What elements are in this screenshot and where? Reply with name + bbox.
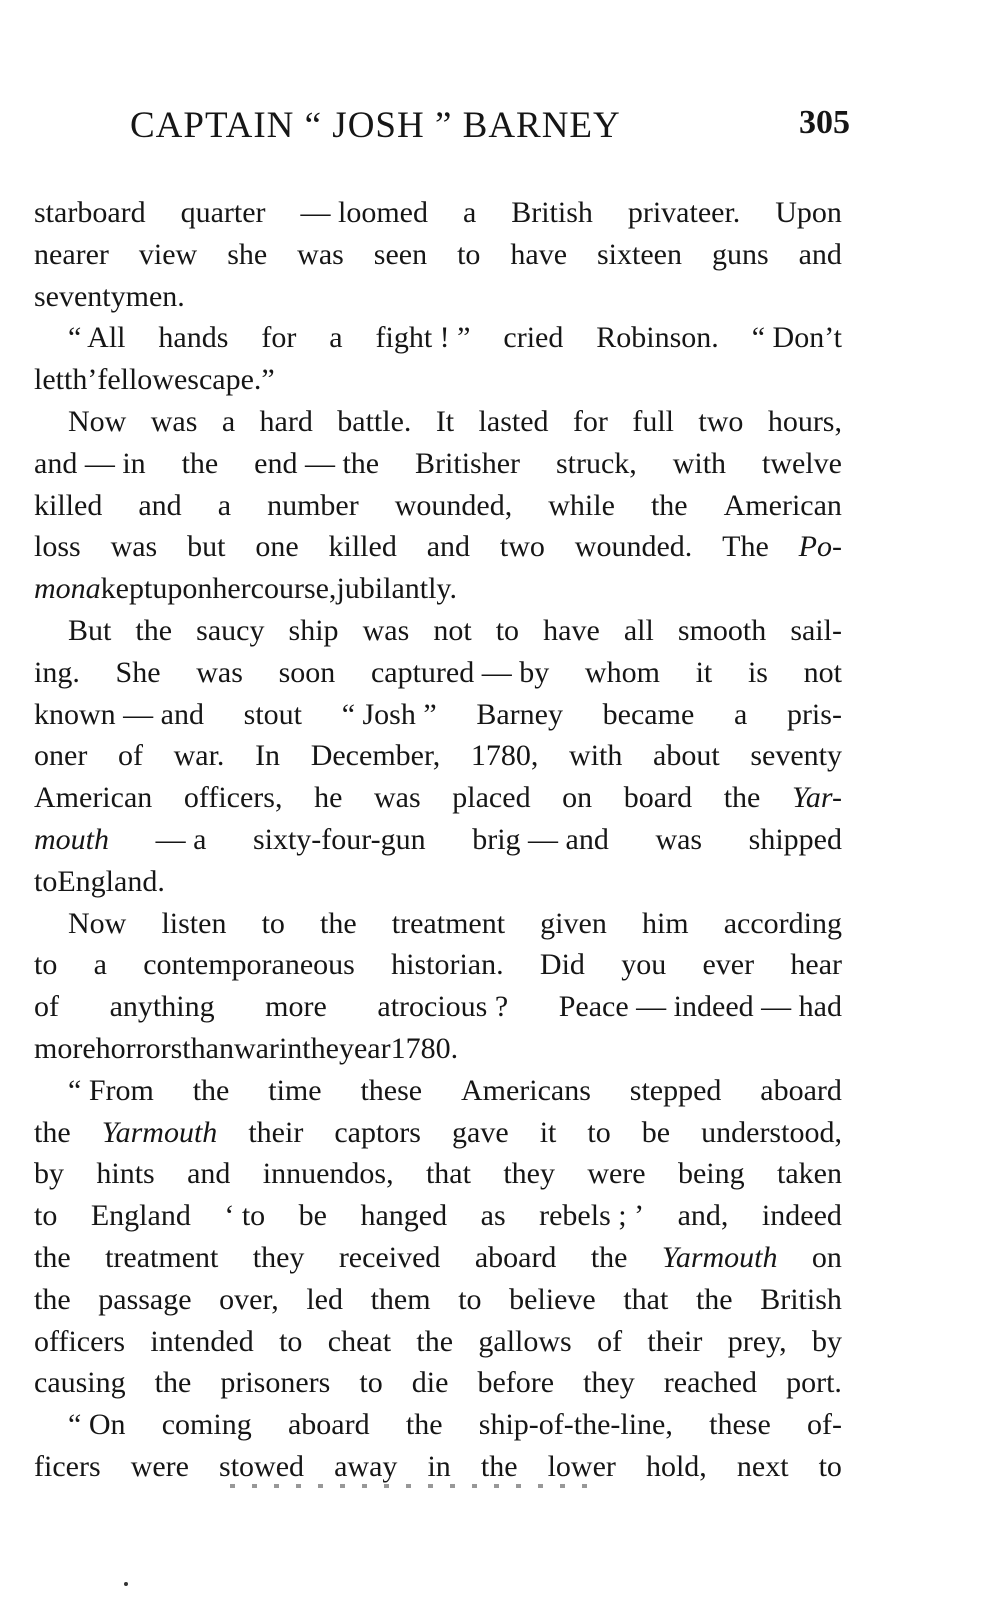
word: nearer [34, 237, 109, 271]
word: She [115, 655, 161, 689]
text-line [34, 443, 842, 485]
word: by [34, 1157, 64, 1191]
word: war [233, 1031, 279, 1065]
word: before [477, 1366, 555, 1400]
word: the [590, 1240, 628, 1274]
word: fight ! ” [375, 321, 471, 355]
word: stout [243, 697, 303, 731]
word: the [154, 1366, 192, 1400]
word: ever [702, 948, 755, 982]
word: die [411, 1366, 449, 1400]
word: the [135, 613, 173, 647]
word: privateer. [627, 196, 741, 229]
word: she [227, 237, 268, 271]
word: and [798, 237, 842, 271]
word: December, [310, 739, 441, 773]
word: and [426, 530, 471, 564]
word: jubilantly. [336, 572, 457, 606]
word: seventy [34, 279, 126, 313]
word: received [338, 1240, 441, 1274]
text-line [34, 1404, 842, 1446]
word: them [370, 1282, 431, 1316]
word: to [34, 1199, 58, 1233]
word: hanged [360, 1199, 448, 1233]
word: you [621, 948, 667, 982]
word: and [138, 488, 182, 522]
text-line [34, 1195, 842, 1237]
word: became [602, 697, 695, 731]
word: on [562, 781, 593, 815]
word: was [374, 781, 421, 815]
text-line [34, 1237, 842, 1279]
word: have [543, 613, 600, 647]
word: reached [663, 1366, 758, 1400]
word: to [458, 1282, 482, 1316]
word: year [338, 1031, 391, 1065]
word: hold, [645, 1449, 707, 1483]
word: horrors [95, 1031, 183, 1065]
word: not [433, 613, 472, 647]
word: the [181, 446, 219, 480]
word: while [548, 488, 615, 522]
word: Barney [476, 697, 563, 731]
word: by [811, 1324, 842, 1358]
word: the [192, 1073, 230, 1107]
word: innuendos, [262, 1157, 394, 1191]
word: the [650, 488, 688, 522]
word: for [261, 321, 297, 355]
text-line [34, 192, 842, 234]
word: end — the [254, 446, 380, 480]
text-line [34, 986, 842, 1028]
word: fellow [97, 363, 174, 397]
word: these [709, 1408, 771, 1442]
word: let [34, 363, 64, 397]
text-line [34, 944, 842, 986]
word: her [212, 572, 251, 606]
word: to [261, 906, 285, 940]
word: known — and [34, 697, 204, 731]
word: hints [96, 1157, 155, 1191]
word: the [34, 1282, 71, 1316]
word: more [34, 1031, 96, 1065]
word: oner [34, 739, 88, 773]
word: and — in [34, 446, 146, 480]
word: hours, [767, 404, 842, 438]
word: shipped [748, 822, 842, 856]
word: aboard [474, 1240, 557, 1274]
text-line [34, 819, 842, 861]
word: whom [584, 655, 660, 689]
word: to [818, 1449, 842, 1483]
word: — loomed [300, 196, 428, 229]
word: two [698, 404, 744, 438]
word: cheat [327, 1324, 392, 1358]
text-line [34, 1446, 842, 1488]
word: th’ [64, 363, 98, 397]
text-line [34, 694, 842, 736]
word: a [93, 948, 107, 982]
word: one [255, 530, 299, 564]
word: and [187, 1157, 231, 1191]
word: port. [786, 1366, 842, 1400]
text-line [34, 276, 842, 318]
word: that [425, 1157, 471, 1191]
word: England [90, 1199, 191, 1233]
word: Americans [460, 1073, 591, 1107]
word: given [540, 906, 607, 940]
word: of [117, 739, 143, 773]
word: aboard [287, 1408, 370, 1442]
word: have [510, 237, 568, 271]
word: a [329, 321, 343, 355]
word: it [539, 1115, 557, 1149]
scan-speck [124, 1582, 128, 1586]
word: number [267, 488, 359, 522]
word: being [677, 1157, 745, 1191]
word: aboard [760, 1073, 842, 1107]
word: all [623, 613, 654, 647]
word: Upon [775, 196, 842, 229]
word: smooth [677, 613, 767, 647]
scan-artifact-dots [230, 1484, 590, 1488]
word: hard [259, 404, 313, 438]
word: officers [34, 1324, 126, 1358]
word: war. [173, 739, 225, 773]
word: historian. [391, 948, 504, 982]
word: but [187, 530, 226, 564]
italic-word: mona [34, 572, 101, 606]
word: “ Don’t [751, 321, 842, 355]
word: a [733, 697, 748, 731]
word: gallows [478, 1324, 572, 1358]
word: two [499, 530, 545, 564]
word: the [34, 1240, 71, 1274]
word: atrocious ? [377, 990, 509, 1024]
word: the [320, 906, 357, 940]
text-line [34, 1153, 842, 1195]
body-text [34, 192, 842, 1488]
text-line [34, 1321, 842, 1363]
word: was [150, 404, 198, 438]
word: led [306, 1282, 343, 1316]
word: was [362, 613, 410, 647]
word: were [130, 1449, 189, 1483]
word: than [182, 1031, 234, 1065]
word: England. [57, 864, 165, 898]
word: twelve [761, 446, 842, 480]
word: to [34, 864, 58, 898]
word: ficers [34, 1449, 101, 1483]
text-line [34, 610, 842, 652]
word: as [480, 1199, 506, 1233]
word: be [298, 1199, 327, 1233]
word: kept [100, 572, 153, 606]
word: upon [152, 572, 213, 606]
word: ing. [34, 655, 80, 689]
word: loss [34, 530, 81, 564]
word: lasted [478, 404, 549, 438]
word: ‘ to [224, 1199, 266, 1233]
word: for [572, 404, 608, 438]
word: saucy [196, 613, 265, 647]
word: on [811, 1240, 842, 1274]
word: captured — by [370, 655, 550, 689]
text-line [34, 568, 842, 610]
word: starboard [34, 196, 146, 229]
word: to [587, 1115, 611, 1149]
word: was [196, 655, 243, 689]
word: rebels ; ’ [539, 1199, 645, 1233]
word: sail- [790, 613, 842, 647]
word: a [462, 196, 477, 229]
word: wounded. [574, 530, 693, 564]
word: 1780. [390, 1031, 459, 1065]
word: “ On [68, 1408, 126, 1442]
word: It [435, 404, 455, 438]
word: Did [539, 948, 585, 982]
word: was [655, 822, 703, 856]
word: The [722, 530, 769, 564]
word: passage [98, 1282, 192, 1316]
word: to [359, 1366, 383, 1400]
word: struck, [555, 446, 637, 480]
word: prey, [727, 1324, 787, 1358]
text-line [34, 1070, 842, 1112]
word: that [623, 1282, 669, 1316]
word: time [268, 1073, 322, 1107]
word: Now [68, 906, 127, 940]
word: men. [125, 279, 185, 313]
italic-word: Yarmouth [101, 1115, 218, 1149]
text-line [34, 861, 842, 903]
word: placed [452, 781, 531, 815]
word: anything [109, 990, 215, 1024]
word: British [760, 1282, 842, 1316]
word: But [68, 613, 112, 647]
word: seventy [750, 739, 842, 773]
word: they [583, 1366, 635, 1400]
word: Now [68, 404, 127, 438]
word: — a [155, 822, 207, 856]
text-line [34, 359, 842, 401]
text-line [34, 1279, 842, 1321]
word: in [278, 1031, 303, 1065]
word: according [723, 906, 842, 940]
page-number: 305 [799, 104, 850, 141]
word: understood, [701, 1115, 842, 1149]
word: a [217, 488, 232, 522]
word: it [695, 655, 713, 689]
word: a [221, 404, 236, 438]
word: Britisher [415, 446, 521, 480]
word: cried [503, 321, 564, 355]
word: full [632, 404, 674, 438]
italic-word: Yarmouth [661, 1240, 778, 1274]
word: 1780, [470, 739, 539, 773]
word: in [427, 1449, 451, 1483]
word: not [803, 655, 842, 689]
word: was [297, 237, 344, 271]
word: was [110, 530, 158, 564]
word: gave [452, 1115, 509, 1149]
word: American [34, 781, 153, 815]
word: to [34, 948, 58, 982]
word: believe [509, 1282, 596, 1316]
word: about [653, 739, 720, 773]
word: soon [278, 655, 336, 689]
running-head [130, 104, 850, 154]
word: “ Josh ” [341, 697, 437, 731]
word: “ From [68, 1073, 154, 1107]
text-line [34, 1362, 842, 1404]
running-title: CAPTAIN “ JOSH ” BARNEY [130, 105, 621, 146]
word: lower [547, 1449, 616, 1483]
italic-word: mouth [34, 822, 109, 856]
word: brig — and [472, 822, 609, 856]
word: be [641, 1115, 671, 1149]
word: board [623, 781, 693, 815]
word: their [248, 1115, 304, 1149]
text-line [34, 777, 842, 819]
word: taken [777, 1157, 842, 1191]
word: indeed [761, 1199, 842, 1233]
word: ship [288, 613, 339, 647]
word: the [416, 1324, 454, 1358]
text-line [34, 735, 842, 777]
word: next [736, 1449, 789, 1483]
word: guns [711, 237, 769, 271]
word: is [747, 655, 768, 689]
word: British [511, 196, 593, 229]
word: “ All [68, 321, 126, 355]
word: stepped [629, 1073, 722, 1107]
italic-word: Yar- [791, 781, 842, 815]
word: treatment [391, 906, 506, 940]
word: and, [677, 1199, 729, 1233]
word: the [34, 1115, 71, 1149]
word: course, [250, 572, 337, 606]
word: to [279, 1324, 303, 1358]
text-line [34, 317, 842, 359]
word: killed [34, 488, 103, 522]
word: the [480, 1449, 518, 1483]
word: with [569, 739, 623, 773]
word: view [138, 237, 198, 271]
word: hands [158, 321, 229, 355]
word: listen [161, 906, 227, 940]
word: pris- [786, 697, 842, 731]
text-line [34, 903, 842, 945]
word: the [302, 1031, 339, 1065]
text-line [34, 485, 842, 527]
word: to [457, 237, 481, 271]
word: seen [373, 237, 428, 271]
word: he [314, 781, 343, 815]
word: wounded, [394, 488, 513, 522]
word: prisoners [220, 1366, 331, 1400]
word: captors [334, 1115, 421, 1149]
text-line [34, 652, 842, 694]
word: Robinson. [596, 321, 719, 355]
word: escape.” [173, 363, 275, 397]
word: sixty-four-gun [252, 822, 426, 856]
word: treatment [105, 1240, 219, 1274]
word: him [641, 906, 689, 940]
text-line [34, 401, 842, 443]
word: officers, [183, 781, 283, 815]
word: ship-of-the-line, [478, 1408, 673, 1442]
word: they [503, 1157, 555, 1191]
word: contemporaneous [143, 948, 355, 982]
word: to [495, 613, 520, 647]
word: causing [34, 1366, 126, 1400]
italic-word: Po- [798, 530, 842, 564]
text-line [34, 1028, 842, 1070]
word: of [597, 1324, 623, 1358]
word: they [252, 1240, 305, 1274]
word: the [723, 781, 761, 815]
word: more [265, 990, 327, 1024]
word: the [695, 1282, 733, 1316]
word: of [34, 990, 59, 1024]
word: of- [807, 1408, 842, 1442]
word: battle. [337, 404, 412, 438]
word: American [723, 488, 842, 522]
word: over, [219, 1282, 279, 1316]
word: their [647, 1324, 703, 1358]
word: the [405, 1408, 443, 1442]
word: Peace — indeed — had [558, 990, 842, 1024]
word: quarter [180, 196, 266, 229]
word: were [587, 1157, 646, 1191]
text-line [34, 1112, 842, 1154]
word: hear [790, 948, 842, 982]
word: intended [150, 1324, 254, 1358]
text-line [34, 526, 842, 568]
word: coming [161, 1408, 252, 1442]
word: these [360, 1073, 423, 1107]
word: with [672, 446, 727, 480]
word: away [334, 1449, 398, 1483]
text-line [34, 234, 842, 276]
word: killed [328, 530, 397, 564]
word: In [255, 739, 281, 773]
word: sixteen [597, 237, 682, 271]
word: stowed [219, 1449, 305, 1483]
